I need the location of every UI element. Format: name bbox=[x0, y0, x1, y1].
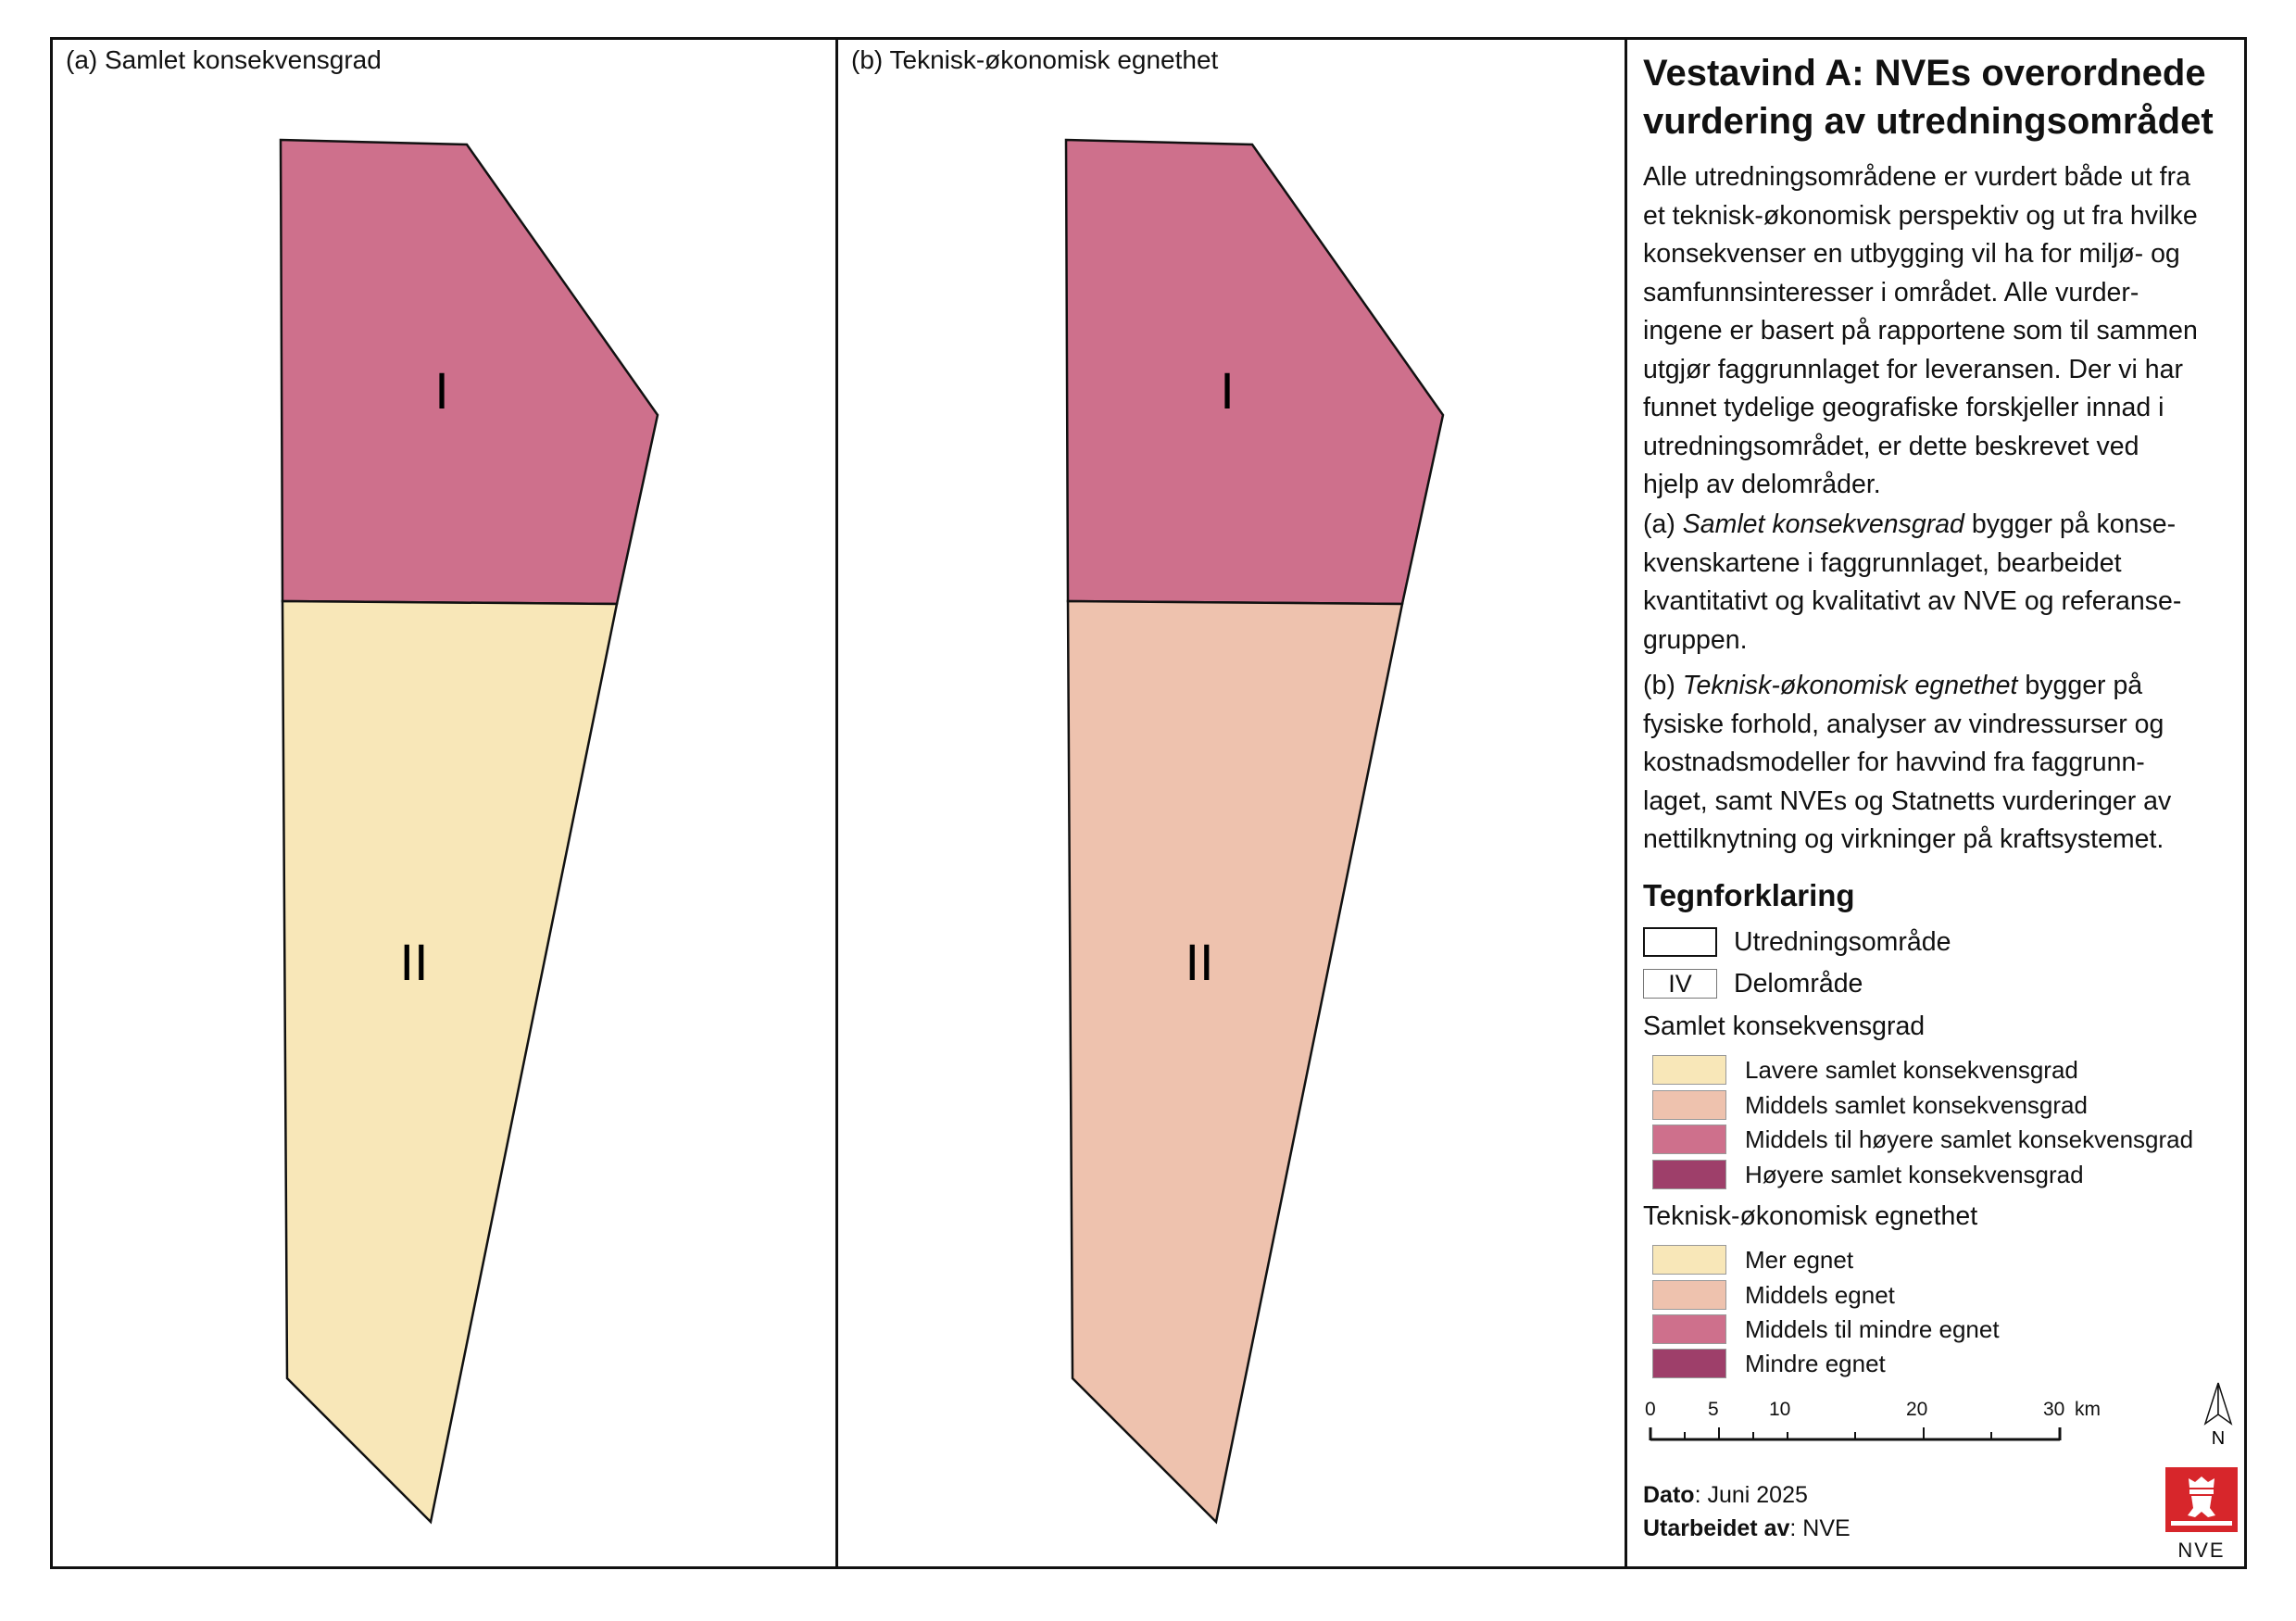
intro-line: konsekvenser en utbygging vil ha for miljø- og bbox=[1643, 239, 2180, 269]
sidebar-title-line1: Vestavind A: NVEs overordnede bbox=[1643, 53, 2206, 94]
nve-logo bbox=[2165, 1467, 2238, 1562]
scale-bar bbox=[1630, 1422, 2093, 1450]
para-b-italic: Teknisk-økonomisk egnethet bbox=[1682, 671, 2018, 700]
study-area-label: Utredningsområde bbox=[1734, 926, 1951, 957]
para-b-line1 bbox=[1643, 667, 2243, 706]
subarea-label: Delområde bbox=[1734, 968, 1863, 999]
legend-label: Middels til mindre egnet bbox=[1745, 1314, 2000, 1343]
intro-line: samfunnsinteresser i området. Alle vurder- bbox=[1643, 277, 2139, 308]
legend-swatch bbox=[1652, 1090, 1726, 1120]
legend-swatch bbox=[1652, 1055, 1726, 1085]
legend-item bbox=[1652, 1244, 1853, 1275]
north-arrow-icon bbox=[2195, 1381, 2241, 1448]
para-b-line: fysiske forhold, analyser av vindressurser og bbox=[1643, 709, 2164, 739]
scale-tick-label: 5 bbox=[1708, 1399, 1719, 1420]
para-b-line: kostnadsmodeller for havvind fra faggrunn- bbox=[1643, 748, 2145, 777]
scale-tick-label: 20 bbox=[1906, 1399, 1928, 1420]
date-value: : Juni 2025 bbox=[1694, 1482, 1808, 1508]
date-label: Dato bbox=[1643, 1482, 1695, 1508]
date-line bbox=[1643, 1482, 1808, 1509]
legend-swatch bbox=[1652, 1280, 1726, 1310]
legend-swatch bbox=[1652, 1349, 1726, 1378]
intro-paragraph bbox=[1643, 158, 2243, 505]
panel-a-map bbox=[53, 40, 835, 1566]
panel-b bbox=[838, 40, 1625, 1566]
legend-swatch bbox=[1652, 1314, 1726, 1344]
legend-label: Middels til høyere samlet konsekvensgrad bbox=[1745, 1125, 2194, 1153]
intro-line: funnet tydelige geografiske forskjeller innad i bbox=[1643, 393, 2164, 422]
para-a-line1 bbox=[1643, 506, 2243, 545]
nve-logo-text: NVE bbox=[2177, 1539, 2226, 1562]
author-line bbox=[1643, 1515, 1851, 1542]
panel-b-title: (b) Teknisk-økonomisk egnethet bbox=[851, 45, 1219, 74]
subarea-i-polygon[interactable] bbox=[281, 140, 658, 604]
legend-title: Tegnforklaring bbox=[1643, 878, 1855, 912]
scale-unit: km bbox=[2075, 1399, 2101, 1420]
subarea-ii-polygon[interactable] bbox=[282, 601, 617, 1522]
legend-swatch bbox=[1652, 1245, 1726, 1275]
author-value: : NVE bbox=[1789, 1515, 1851, 1541]
intro-line: ingene er basert på rapportene som til sammen bbox=[1643, 316, 2198, 346]
subarea-i-polygon[interactable] bbox=[1066, 140, 1443, 604]
intro-line: Alle utredningsområdene er vurdert både ut fra bbox=[1643, 162, 2190, 192]
subarea-i-label: I bbox=[434, 361, 449, 420]
para-b-line: laget, samt NVEs og Statnetts vurderinger av bbox=[1643, 785, 2172, 816]
subarea-ii-label: II bbox=[399, 933, 429, 991]
legend-swatch bbox=[1652, 1125, 1726, 1154]
scale-tick-label: 10 bbox=[1769, 1399, 1791, 1420]
paragraph-a bbox=[1643, 506, 2243, 660]
panel-a bbox=[53, 40, 835, 1566]
sidebar-title bbox=[1643, 49, 2236, 145]
legend-item bbox=[1652, 1279, 1895, 1311]
para-b-rest: bygger på bbox=[2017, 671, 2143, 700]
sidebar bbox=[1630, 40, 2244, 1566]
para-a-line: kvantitativt og kvalitativt av NVE og referanse- bbox=[1643, 586, 2182, 616]
subarea-ii-label: II bbox=[1185, 933, 1214, 991]
para-a-line: gruppen. bbox=[1643, 624, 1748, 655]
nve-crest-icon bbox=[2165, 1467, 2238, 1532]
intro-line: utgjør faggrunnlaget for leveransen. Der vi har bbox=[1643, 354, 2183, 384]
para-a-prefix: (a) bbox=[1643, 509, 1683, 539]
legend-item bbox=[1652, 1054, 2078, 1086]
subarea-i-label: I bbox=[1220, 361, 1235, 420]
subarea-ii-polygon[interactable] bbox=[1068, 601, 1402, 1522]
panel-divider-2 bbox=[1625, 37, 1627, 1569]
panel-b-map bbox=[838, 40, 1625, 1566]
legend-item bbox=[1652, 1313, 2000, 1345]
legend-label: Lavere samlet konsekvensgrad bbox=[1745, 1055, 2078, 1084]
para-b-line: nettilknytning og virkninger på kraftsystemet. bbox=[1643, 824, 2164, 854]
suitability-heading: Teknisk-økonomisk egnethet bbox=[1643, 1201, 1978, 1231]
legend-swatch bbox=[1652, 1160, 1726, 1189]
subarea-symbol: IV bbox=[1643, 969, 1717, 999]
para-b-prefix: (b) bbox=[1643, 671, 1683, 700]
legend-label: Middels samlet konsekvensgrad bbox=[1745, 1090, 2088, 1119]
legend-item bbox=[1652, 1124, 2193, 1155]
legend-item bbox=[1652, 1348, 1886, 1379]
paragraph-b bbox=[1643, 667, 2243, 860]
legend-subarea bbox=[1643, 967, 1863, 1000]
legend-label: Høyere samlet konsekvensgrad bbox=[1745, 1160, 2084, 1188]
intro-line: et teknisk-økonomisk perspektiv og ut fra hvilke bbox=[1643, 200, 2198, 231]
para-a-italic: Samlet konsekvensgrad bbox=[1682, 509, 1964, 539]
legend-study-area bbox=[1643, 925, 1951, 959]
study-area-symbol bbox=[1643, 927, 1717, 957]
intro-line: hjelp av delområder. bbox=[1643, 470, 1881, 499]
north-arrow-label: N bbox=[2211, 1428, 2226, 1448]
scale-tick-label: 30 bbox=[2043, 1399, 2065, 1420]
legend-label: Mindre egnet bbox=[1745, 1349, 1886, 1377]
scale-tick-label: 0 bbox=[1645, 1399, 1656, 1420]
legend-item bbox=[1652, 1159, 2084, 1190]
intro-line: utredningsområdet, er dette beskrevet ved bbox=[1643, 431, 2139, 461]
author-label: Utarbeidet av bbox=[1643, 1515, 1790, 1541]
para-a-line: kvenskartene i faggrunnlaget, bearbeidet bbox=[1643, 547, 2122, 578]
para-a-rest: bygger på konse- bbox=[1964, 509, 2177, 539]
legend-label: Mer egnet bbox=[1745, 1245, 1854, 1274]
consequence-heading: Samlet konsekvensgrad bbox=[1643, 1012, 1926, 1041]
legend-item bbox=[1652, 1089, 2088, 1121]
panel-a-title: (a) Samlet konsekvensgrad bbox=[66, 45, 382, 74]
legend-label: Middels egnet bbox=[1745, 1280, 1895, 1309]
sidebar-title-line2: vurdering av utredningsområdet bbox=[1643, 101, 2214, 142]
